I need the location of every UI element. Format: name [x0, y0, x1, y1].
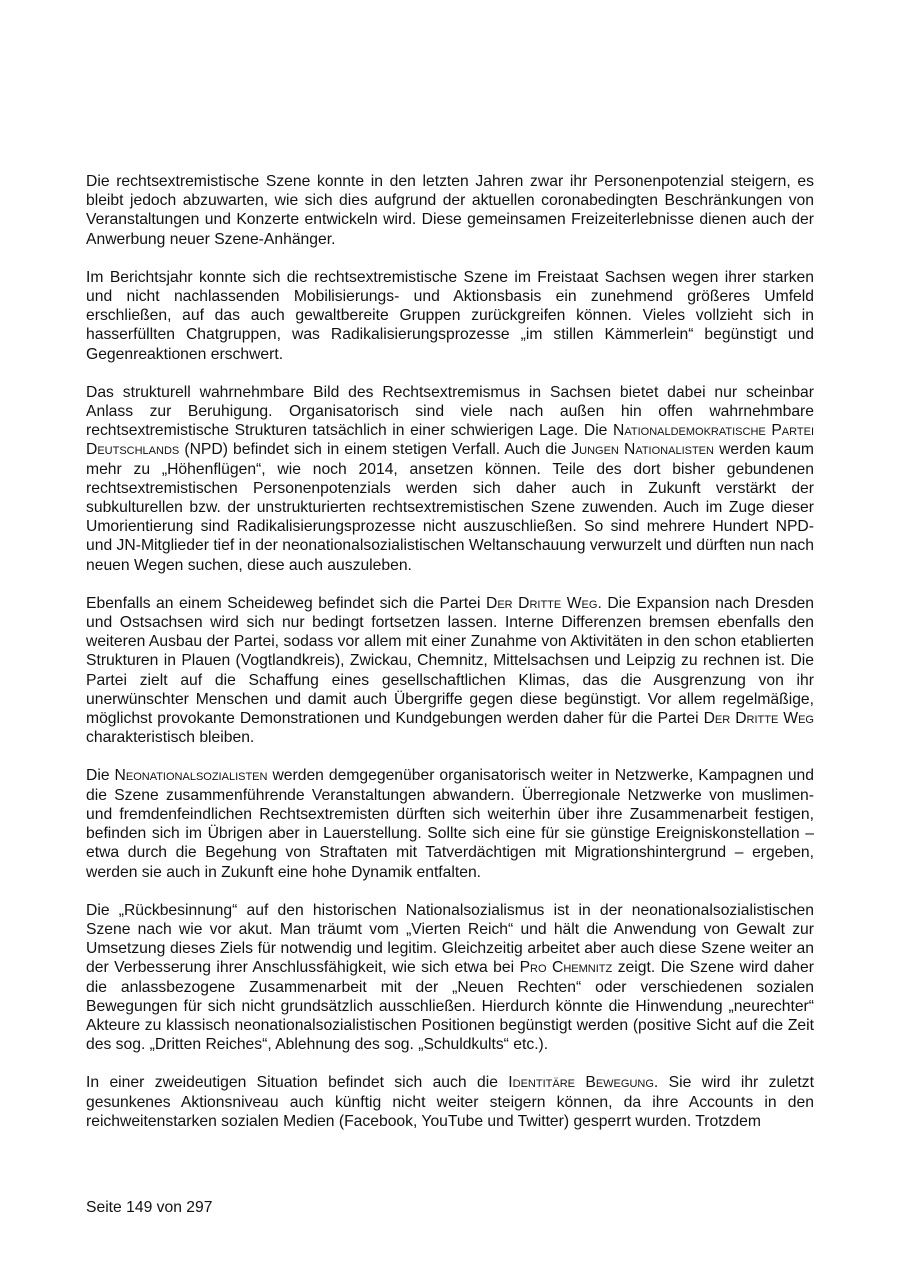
- paragraph-1-text: Die rechtsextremistische Szene konnte in den letzten Jahren zwar ihr Personenpotenzial steigern, es bleibt jedoch abzuwarten, wie sich dies aufgrund der aktuellen coronabedingten Beschränkungen von Veranstaltungen und Konzerte entwickeln wird. Diese gemeinsamen Freizeiterlebnisse dienen auch der Anwerbung neuer Szene-Anhänger.: [86, 173, 814, 248]
- paragraph-2-text: Im Berichtsjahr konnte sich die rechtsextremistische Szene im Freistaat Sachsen wegen ihrer starken und nicht nachlassenden Mobilisierungs- und Aktionsbasis ein zunehmend größeres Umfeld erschließen, auf das auch gewaltbereite Gruppen zurückgreifen können. Vieles vollzieht sich in hasserfüllten Chatgruppen, was Radikalisierungsprozesse „im stillen Kämmerlein“ begünstigt und Gegenreaktionen erschwert.: [86, 268, 814, 363]
- paragraph-6: [86, 901, 814, 1055]
- party-name-npd: Nationaldemokratische Partei Deutschlands: [86, 422, 814, 459]
- paragraph-7: [86, 1073, 814, 1131]
- party-name-jn: Jungen Nationalisten: [571, 441, 714, 459]
- paragraph-5: [86, 766, 814, 881]
- paragraph-4-text: charakteristisch bleiben.: [86, 729, 255, 747]
- paragraph-2: [86, 268, 814, 364]
- paragraph-7-text: In einer zweideutigen Situation befindet sich auch die: [86, 1074, 509, 1092]
- party-name-dritte-weg: Der Dritte Weg: [703, 710, 814, 728]
- paragraph-5-text: werden demgegenüber organisatorisch weiter in Netzwerke, Kampagnen und die Szene zusammenführende Veranstaltungen abwandern. Überregionale Netzwerke von muslimen- und fremdenfeindlichen Rechtsextremisten dürften sich weiterhin über ihre Zusammenarbeit festigen, befinden sich im Übrigen aber in Lauerstellung. Sollte sich eine für sie günstige Ereigniskonstellation – etwa durch die Begehung von Straftaten mit Tatverdächtigen mit Migrationshintergrund – ergeben, werden sie auch in Zukunft eine hohe Dynamik entfalten.: [86, 767, 814, 881]
- paragraph-5-text: Die: [86, 767, 115, 785]
- paragraph-4: [86, 594, 814, 748]
- document-body: [86, 172, 814, 1131]
- group-name-neonationalsozialisten: Neonationalsozialisten: [114, 767, 268, 785]
- group-name-pro-chemnitz: Pro Chemnitz: [519, 959, 613, 977]
- paragraph-4-text: . Die Expansion nach Dresden und Ostsachsen wird sich nur bedingt fortsetzen lassen. Interne Differenzen bremsen ebenfalls den weiteren Ausbau der Partei, sodass vor allem mit einer Zunahme von Aktivitäten in den schon etablierten Strukturen in Plauen (Vogtlandkreis), Zwickau, Chemnitz, Mittelsachsen und Leipzig zu rechnen ist. Die Partei zielt auf die Schaffung eines gesellschaftlichen Klimas, das die Ausgrenzung von ihr unerwünschter Menschen und damit auch Übergriffe gegen diese begünstigt. Vor allem regelmäßige, möglichst provokante Demonstrationen und Kundgebungen werden daher für die Partei: [86, 594, 815, 728]
- paragraph-6-text: Die „Rückbesinnung“ auf den historischen Nationalsozialismus ist in der neonationalsozialistischen Szene nach wie vor akut. Man träumt vom „Vierten Reich“ und hält die Anwendung von Gewalt zur Umsetzung dieses Ziels für notwendig und legitim. Gleichzeitig arbeitet aber auch diese Szene weiter an der Verbesserung ihrer Anschlussfähigkeit, wie sich etwa bei: [86, 901, 814, 977]
- paragraph-6-text: zeigt. Die Szene wird daher die anlassbezogene Zusammenarbeit mit der „Neuen Rechten“ oder verschiedenen sozialen Bewegungen für sich nicht grundsätzlich ausschließen. Hierdurch könnte die Hinwendung „neurechter“ Akteure zu klassisch neonationalsozialistischen Positionen begünstigt werden (positive Sicht auf die Zeit des sog. „Dritten Reiches“, Ablehnung des sog. „Schuldkults“ etc.).: [86, 959, 814, 1054]
- group-name-identitaere-bewegung: Identitäre Bewegung: [508, 1074, 654, 1092]
- paragraph-4-text: Ebenfalls an einem Scheideweg befindet sich die Partei: [86, 594, 486, 612]
- paragraph-3-text: Das strukturell wahrnehmbare Bild des Rechtsextremismus in Sachsen bietet dabei nur scheinbar Anlass zur Beruhigung. Organisatorisch sind viele nach außen hin offen wahrnehmbare rechtsextremistische Strukturen tatsächlich in einer schwierigen Lage. Die: [86, 383, 814, 440]
- paragraph-3: [86, 383, 814, 575]
- page-number: Seite 149 von 297: [86, 1199, 213, 1216]
- paragraph-3-text: (NPD) befindet sich in einem stetigen Verfall. Auch die: [179, 441, 572, 459]
- party-name-dritte-weg: Der Dritte Weg: [485, 594, 598, 612]
- paragraph-1: [86, 172, 814, 249]
- paragraph-3-text: werden kaum mehr zu „Höhenflügen“, wie noch 2014, ansetzen können. Teile des dort bisher gebundenen rechtsextremistischen Personenpotenzials werden sich daher auch in Zukunft verstärkt der subkulturellen bzw. der unstrukturierten rechtsextremistischen Szene zuwenden. Auch im Zuge dieser Umorientierung sind Radikalisierungsprozesse nicht auszuschließen. So sind mehrere Hundert NPD- und JN-Mitglieder tief in der neonationalsozialistischen Weltanschauung verwurzelt und dürften nun nach neuen Wegen suchen, diese auch auszuleben.: [86, 441, 815, 574]
- paragraph-7-text: . Sie wird ihr zuletzt gesunkenes Aktionsniveau auch künftig nicht weiter steigern können, da ihre Accounts in den reichweitenstarken sozialen Medien (Facebook, YouTube und Twitter) gesperrt wurden. Trotzdem: [86, 1074, 814, 1130]
